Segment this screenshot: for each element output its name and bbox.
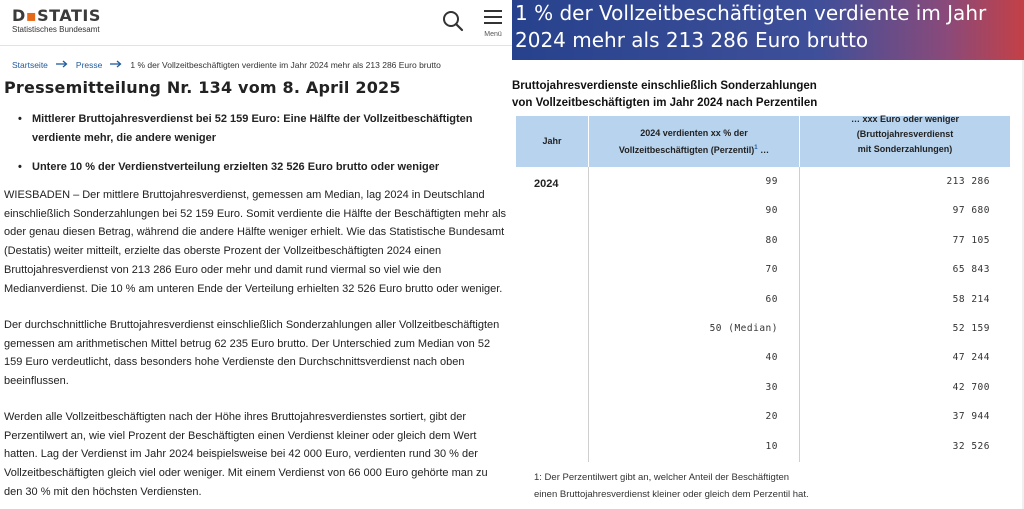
table-title-line: von Vollzeitbeschäftigten im Jahr 2024 nach Perzentilen	[512, 97, 818, 109]
percentile-cell: 30	[765, 382, 778, 393]
value-cell: 52 159	[952, 323, 990, 334]
table-title	[512, 78, 1024, 112]
percentile-cell: 50 (Median)	[709, 323, 778, 334]
hero-banner	[512, 0, 1024, 60]
bullet-dot-icon: •	[18, 113, 22, 125]
value-cell: 47 244	[952, 352, 990, 363]
search-icon	[440, 8, 466, 34]
logo-accent-mark: ▪	[25, 6, 38, 25]
value-cell: 65 843	[952, 264, 990, 275]
breadcrumb-presse-link[interactable]: Presse	[75, 60, 103, 70]
breadcrumb-current: 1 % der Vollzeitbeschäftigten verdiente im Jahr 2024 mehr als 213 286 Euro brutto	[130, 60, 441, 70]
year-cell: 2024	[534, 178, 559, 190]
logo-subtitle: Statistisches Bundesamt	[12, 25, 100, 34]
article-paragraph: Der durchschnittliche Bruttojahresverdienst einschließlich Sonderzahlungen aller Vollzeitbeschäftigten gemessen am arithmetischen Mittel betrug 62 235 Euro brutto. Der Unterschied zum Median von 52 159 Euro verdeutlicht, dass besonders hohe Verdienste den Durchschnittsverdienst nach oben beeinflussen.	[4, 319, 500, 388]
footnote	[534, 470, 1014, 503]
header-value	[800, 116, 1010, 167]
header-percentile-line: 2024 verdienten xx % der	[640, 127, 748, 138]
breadcrumb	[12, 60, 441, 70]
logo-wordmark: D▪STATIS	[12, 6, 101, 25]
search-button[interactable]	[440, 8, 466, 34]
column-divider	[588, 167, 589, 462]
percentile-cell: 99	[765, 176, 778, 187]
value-cell: 97 680	[952, 205, 990, 216]
table-header	[516, 116, 1010, 167]
value-cell: 77 105	[952, 235, 990, 246]
article-paragraph: WIESBADEN – Der mittlere Bruttojahresverdienst, gemessen am Median, lag 2024 in Deutschland einschließlich Sonderzahlungen bei 52 159 Euro. Somit verdiente die Hälfte der Beschäftigten mehr als oder genau diesen Betrag, während die andere Hälfte weniger erhielt. Wie das Statistische Bundesamt (Destatis) weiter mitteilt, erzielte das oberste Prozent der Vollzeitbeschäftigten 2024 einen Bruttojahresverdienst von 213 286 Euro oder mehr und damit rund viermal so viel wie den Medianverdienst. Die 10 % am unteren Ende der Verteilung erhielten 32 526 Euro brutto oder weniger.	[4, 189, 507, 295]
article-paragraph: Werden alle Vollzeitbeschäftigten nach der Höhe ihres Bruttojahresverdienstes sortiert, gibt der Perzentilwert an, wie viel Prozent der Beschäftigten einen Verdienst kleiner oder gleich dem Wert hatten. Lag der Verdienst im Jahr 2024 beispielsweise bei 42 000 Euro, verdienten rund 30 % der Vollzeitbeschäftigten gleich viel oder weniger. Mit einem Verdienst von 66 000 Euro gehörte man zu den 30 % mit den höchsten Verdiensten.	[4, 411, 488, 498]
bullet-text: Mittlerer Bruttojahresverdienst bei 52 159 Euro: Eine Hälfte der Vollzeitbeschäftigten verdiente mehr, die andere weniger	[32, 113, 473, 144]
footnote-link[interactable]: 1	[754, 144, 758, 151]
hero-title: 1 % der Vollzeitbeschäftigten verdiente im Jahr 2024 mehr als 213 286 Euro brutto	[515, 1, 987, 52]
value-cell: 58 214	[952, 294, 990, 305]
site-header	[0, 0, 512, 46]
percentile-cell: 20	[765, 411, 778, 422]
footnote-line: 1: Der Perzentilwert gibt an, welcher Anteil der Beschäftigten	[534, 472, 790, 483]
percentile-cell: 40	[765, 352, 778, 363]
key-facts-list	[18, 110, 506, 187]
percentile-cell: 10	[765, 441, 778, 452]
bullet-dot-icon: •	[18, 161, 22, 173]
list-item	[18, 158, 506, 177]
page-title: Pressemitteilung Nr. 134 vom 8. April 2025	[4, 78, 401, 97]
header-percentile	[589, 116, 799, 167]
table-title-line: Bruttojahresverdienste einschließlich Sonderzahlungen	[512, 80, 817, 92]
menu-button[interactable]	[480, 8, 506, 40]
value-cell: 42 700	[952, 382, 990, 393]
value-cell: 37 944	[952, 411, 990, 422]
header-value-line: … xxx Euro oder weniger	[850, 114, 960, 124]
arrow-right-icon	[56, 60, 68, 70]
list-item	[18, 110, 506, 148]
percentile-cell: 80	[765, 235, 778, 246]
footnote-line: einen Bruttojahresverdienst kleiner oder gleich dem Perzentil hat.	[534, 488, 809, 500]
header-percentile-suffix: …	[757, 144, 770, 155]
arrow-right-icon	[110, 60, 122, 70]
destatis-logo[interactable]	[12, 8, 101, 35]
value-cell: 32 526	[952, 441, 990, 452]
percentile-cell: 90	[765, 205, 778, 216]
percentile-cell: 60	[765, 294, 778, 305]
header-value-line: (Bruttojahresverdienst	[856, 129, 954, 139]
breadcrumb-home-link[interactable]: Startseite	[12, 60, 48, 70]
column-divider	[799, 167, 800, 462]
chart-panel	[512, 0, 1024, 509]
header-percentile-line: Vollzeitbeschäftigten (Perzentil)	[618, 144, 755, 155]
value-cell: 213 286	[946, 176, 990, 187]
header-value-line: mit Sonderzahlungen)	[857, 144, 953, 154]
hamburger-menu-icon	[482, 8, 504, 26]
menu-label: Menü	[484, 31, 502, 38]
bullet-text: Untere 10 % der Verdienstverteilung erzielten 32 526 Euro brutto oder weniger	[32, 161, 440, 173]
percentile-cell: 70	[765, 264, 778, 275]
header-year: Jahr	[542, 136, 562, 146]
